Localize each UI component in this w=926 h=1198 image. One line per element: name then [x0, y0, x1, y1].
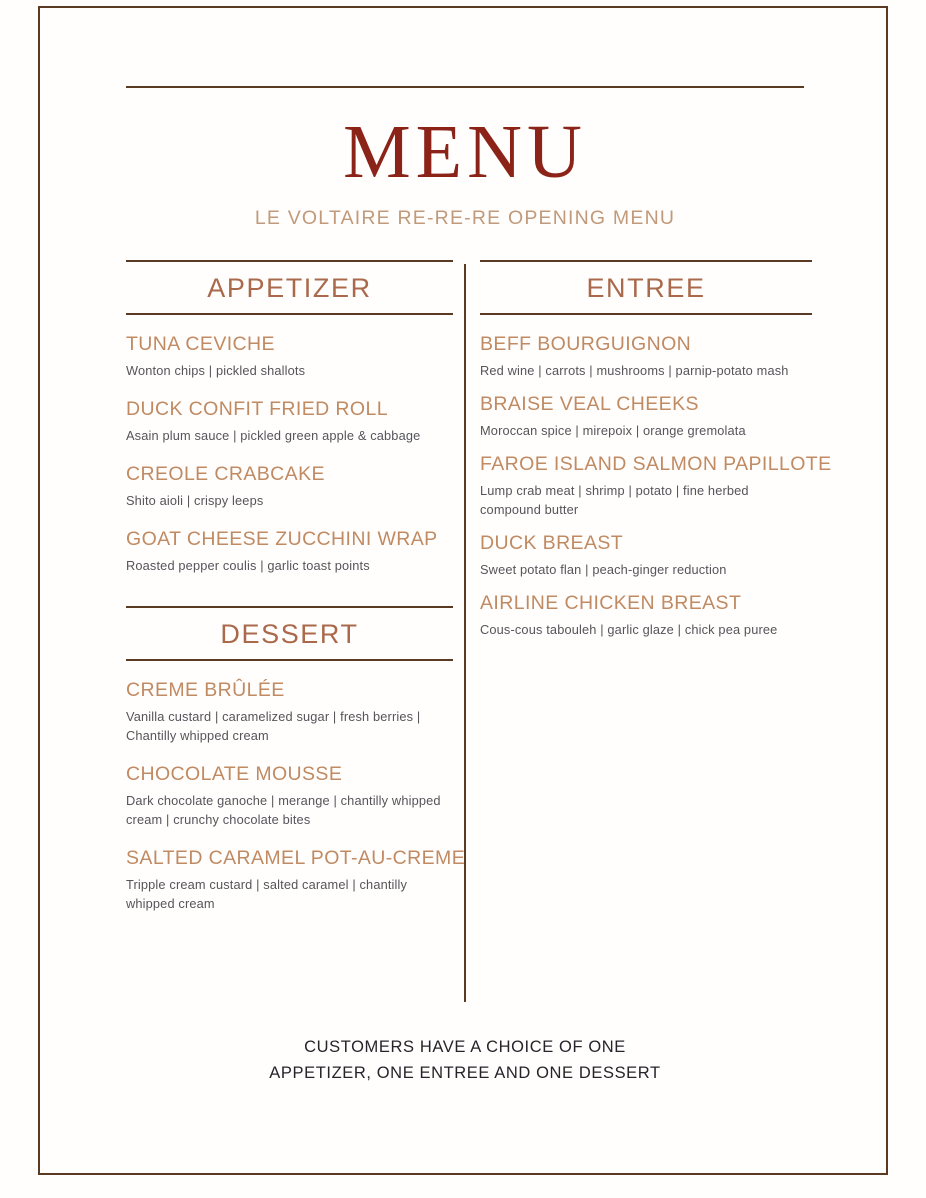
section-dessert	[126, 606, 466, 914]
menu-item-description: Vanilla custard | caramelized sugar | fresh berries | Chantilly whipped cream	[126, 709, 421, 744]
menu-item	[480, 592, 812, 640]
menu-item	[126, 763, 453, 830]
menu-item	[126, 398, 453, 446]
footer-note	[40, 1035, 890, 1086]
section-dessert-header	[126, 606, 453, 661]
menu-item-name: TUNA CEVICHE	[126, 333, 275, 356]
menu-item	[480, 532, 812, 580]
menu-item-description: Moroccan spice | mirepoix | orange gremolata	[480, 423, 746, 439]
appetizer-item-list	[126, 333, 453, 576]
menu-item	[126, 679, 453, 746]
footer-line-2: APPETIZER, ONE ENTREE AND ONE DESSERT	[269, 1063, 661, 1082]
menu-item-description: Dark chocolate ganoche | merange | chantilly whipped cream | crunchy chocolate bites	[126, 793, 441, 828]
menu-item-description: Red wine | carrots | mushrooms | parnip-potato mash	[480, 363, 789, 379]
menu-item	[480, 333, 812, 381]
menu-item-description: Lump crab meat | shrimp | potato | fine herbed compound butter	[480, 483, 749, 518]
left-column	[126, 260, 466, 914]
right-column	[480, 260, 832, 652]
menu-item-description: Asain plum sauce | pickled green apple & cabbage	[126, 428, 421, 444]
page-title: MENU	[343, 110, 587, 194]
section-appetizer	[126, 260, 453, 576]
section-entree	[480, 260, 832, 640]
menu-item	[126, 333, 453, 381]
menu-item-name: CREOLE CRABCAKE	[126, 463, 325, 486]
menu-item-name: CHOCOLATE MOUSSE	[126, 763, 343, 786]
menu-item	[126, 847, 466, 914]
menu-item-name: GOAT CHEESE ZUCCHINI WRAP	[126, 528, 438, 551]
section-entree-header	[480, 260, 812, 315]
menu-item-name: AIRLINE CHICKEN BREAST	[480, 592, 742, 615]
section-dessert-title: DESSERT	[220, 619, 359, 650]
menu-item	[480, 393, 812, 441]
menu-item-description: Sweet potato flan | peach-ginger reduction	[480, 562, 727, 578]
section-rule-bottom	[126, 313, 453, 315]
masthead-top-rule	[126, 86, 804, 88]
dessert-item-list	[126, 679, 466, 914]
menu-item-name: DUCK BREAST	[480, 532, 624, 555]
menu-item-name: BEFF BOURGUIGNON	[480, 333, 692, 356]
menu-masthead	[126, 86, 804, 230]
menu-item	[480, 453, 832, 520]
menu-item	[126, 463, 453, 511]
menu-item-description: Roasted pepper coulis | garlic toast points	[126, 558, 370, 574]
section-appetizer-header	[126, 260, 453, 315]
menu-item-description: Wonton chips | pickled shallots	[126, 363, 306, 379]
menu-item-name: CREME BRÛLÉE	[126, 679, 285, 702]
menu-item-description: Tripple cream custard | salted caramel | chantilly whipped cream	[126, 877, 408, 912]
section-rule-bottom	[126, 659, 453, 661]
menu-item-name: SALTED CARAMEL POT-AU-CREME	[126, 847, 466, 870]
menu-item-description: Shito aioli | crispy leeps	[126, 493, 264, 509]
section-entree-title: ENTREE	[586, 273, 706, 303]
footer-line-1: CUSTOMERS HAVE A CHOICE OF ONE	[304, 1038, 626, 1056]
menu-item-name: FAROE ISLAND SALMON PAPILLOTE	[480, 453, 832, 476]
menu-item-description: Cous-cous tabouleh | garlic glaze | chick pea puree	[480, 622, 778, 638]
menu-item-name: DUCK CONFIT FRIED ROLL	[126, 398, 388, 421]
menu-border-frame	[38, 6, 888, 1175]
section-appetizer-title: APPETIZER	[207, 273, 372, 303]
entree-item-list	[480, 333, 832, 640]
menu-item-name: BRAISE VEAL CHEEKS	[480, 393, 699, 416]
menu-item	[126, 528, 453, 576]
section-rule-bottom	[480, 313, 812, 315]
column-divider	[464, 264, 466, 1002]
menu-page	[40, 8, 890, 1177]
page-subtitle: LE VOLTAIRE RE-RE-RE OPENING MENU	[254, 207, 676, 229]
